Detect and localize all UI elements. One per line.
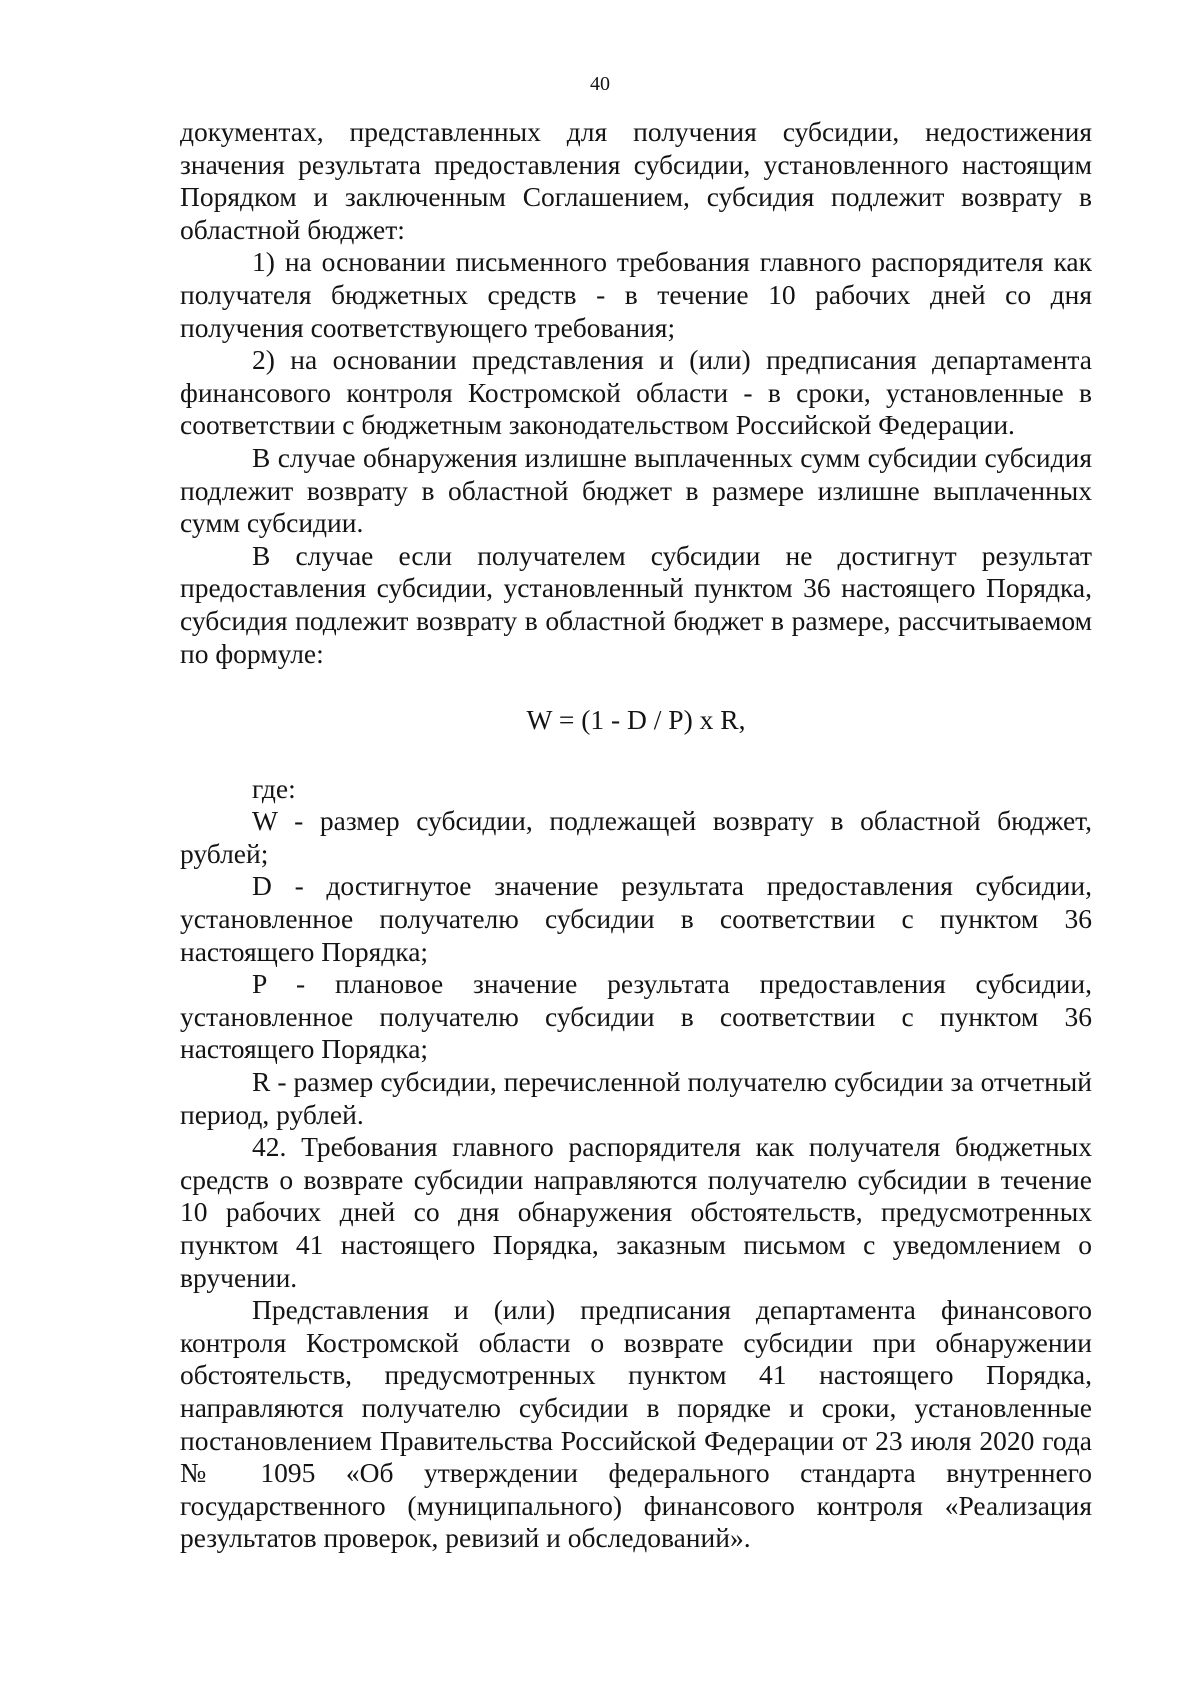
- paragraph-where: где:: [252, 772, 296, 804]
- paragraph-representations: Представления и (или) предписания департамента финансового контроля Костромской области о возврате субсидии при обнаружении обстоятельств, предусмотренных пунктом 41 настоящего Порядка, направляются получателю субсидии в порядке и сроки, установленные постановлением Правительства Российской Федерации от 23 июля 2020 года № 1095 «Об утверждении федерального стандарта внутреннего государственного (муниципального) финансового контроля «Реализация результатов проверок, ревизий и обследований».: [180, 1294, 1092, 1554]
- page-number: 40: [590, 73, 610, 95]
- definition-r: R - размер субсидии, перечисленной получателю субсидии за отчетный период, рублей.: [180, 1066, 1092, 1130]
- paragraph-overpayment: В случае обнаружения излишне выплаченных сумм субсидии субсидия подлежит возврату в областной бюджет в размере излишне выплаченных сумм субсидии.: [180, 441, 1092, 539]
- definition-d: D - достигнутое значение результата предоставления субсидии, установленное получателю субсидии в соответствии с пунктом 36 настоящего Порядка;: [180, 870, 1092, 967]
- paragraph-result-not-achieved: В случае если получателем субсидии не достигнут результат предоставления субсидии, установленный пунктом 36 настоящего Порядка, субсидия подлежит возврату в областной бюджет в размере, рассчитываемом по формуле:: [180, 539, 1092, 669]
- document-body: [180, 116, 1092, 1555]
- definition-w: W - размер субсидии, подлежащей возврату в областной бюджет, рублей;: [180, 805, 1092, 869]
- paragraph-continuation: документах, представленных для получения субсидии, недостижения значения результата предоставления субсидии, установленного настоящим Порядком и заключенным Соглашением, субсидия подлежит возврату в областной бюджет:: [180, 116, 1092, 245]
- definition-p: P - плановое значение результата предоставления субсидии, установленное получателю субсидии в соответствии с пунктом 36 настоящего Порядка;: [180, 968, 1092, 1065]
- paragraph-42: 42. Требования главного распорядителя как получателя бюджетных средств о возврате субсидии направляются получателю субсидии в течение 10 рабочих дней со дня обнаружения обстоятельств, предусмотренных пунктом 41 настоящего Порядка, заказным письмом с уведомлением о вручении.: [180, 1131, 1092, 1293]
- formula: W = (1 - D / P) x R,: [526, 704, 746, 736]
- paragraph-item-2: 2) на основании представления и (или) предписания департамента финансового контроля Костромской области - в сроки, установленные в соответствии с бюджетным законодательством Российской Федерации.: [180, 344, 1092, 441]
- paragraph-item-1: 1) на основании письменного требования главного распорядителя как получателя бюджетных средств - в течение 10 рабочих дней со дня получения соответствующего требования;: [180, 246, 1092, 343]
